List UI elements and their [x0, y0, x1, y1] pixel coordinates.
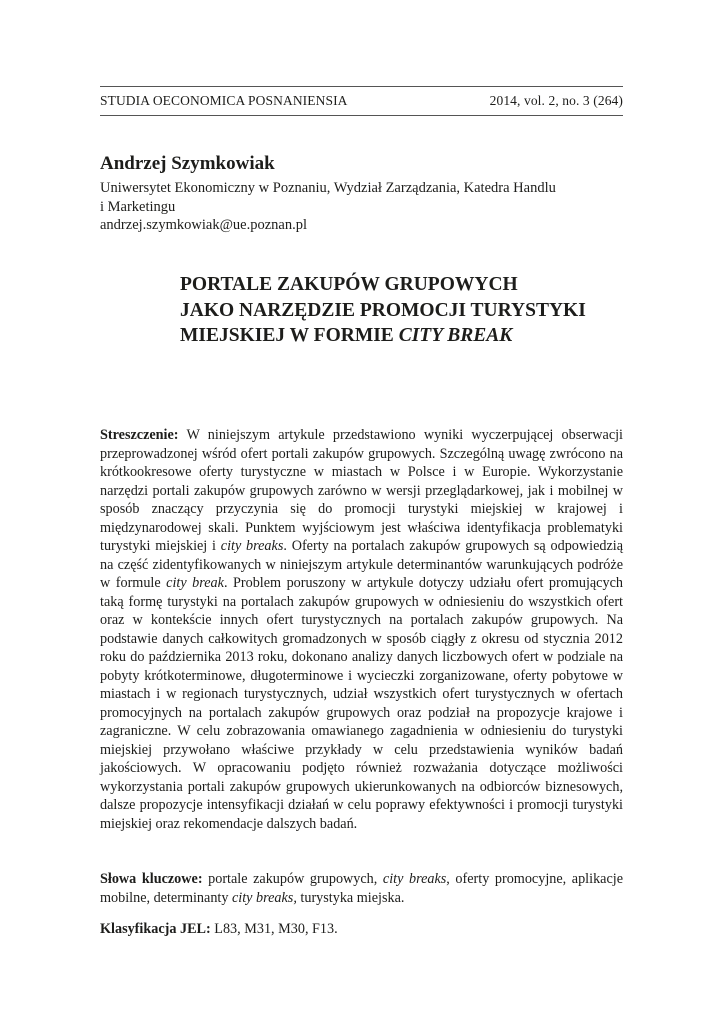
abstract-text-2: . Oferty na portalach zakupów grupowych są odpowiedzią na część zidentyfikowanych w niniejszym artykule determinantów warunkujących podróże w formule — [100, 538, 623, 591]
title-line-3-italic: CITY BREAK — [398, 325, 513, 346]
jel-codes: L83, M31, M30, F13. — [210, 921, 338, 937]
article-title — [180, 272, 620, 349]
keywords-text-1: portale zakupów grupowych, — [202, 871, 383, 887]
author-name: Andrzej Szymkowiak — [100, 153, 275, 174]
running-header — [100, 86, 623, 116]
keywords-label: Słowa kluczowe: — [100, 871, 203, 887]
title-line-3 — [180, 323, 620, 349]
abstract-text-3: . Problem poruszony w artykule dotyczy udziału ofert promujących taką formę turystyki na portalach zakupów grupowych w odniesieniu do wszystkich ofert oraz w kontekście innych ofert turystycznych na portalach zakupów grupowych. Na podstawie danych całkowitych gromadzonych w sposób ciągły z okresu od stycznia 2012 roku do października 2013 roku, dokonano analizy danych liczbowych ofert w podziale na pobyty krótkoterminowe, długoterminowe i wycieczki zorganizowane, oferty pobytowe w miastach i w regionach turystycznych, udział wszystkich ofert turystycznych w ofertach promocyjnych na portalach zakupów grupowych oraz podział na propozycje krajowe i zagraniczne. W celu zobrazowania omawianego zagadnienia w odniesieniu do turystyki miejskiej przywołano właściwe przykłady w celu przedstawienia wyników badań jakościowych. W opracowaniu podjęto również rozważania dotyczące możliwości wykorzystania portali zakupów grupowych ukierunkowanych na odbiorców biznesowych, dalsze propozycje intensyfikacji działań w celu poprawy efektywności i promocji turystyki miejskiej oraz rekomendacje dalszych badań. — [100, 575, 623, 832]
keywords-italic-1: city breaks — [382, 871, 447, 887]
abstract-italic-2: city break — [166, 575, 224, 591]
jel-label: Klasyfikacja JEL: — [100, 921, 211, 937]
author-email: andrzej.szymkowiak@ue.poznan.pl — [100, 217, 308, 233]
title-line-1: PORTALE ZAKUPÓW GRUPOWYCH — [180, 274, 518, 295]
abstract — [100, 426, 623, 833]
keywords — [100, 870, 623, 907]
author-block — [100, 153, 640, 235]
title-line-3-prefix: MIEJSKIEJ W FORMIE — [180, 325, 399, 346]
journal-name: STUDIA OECONOMICA POSNANIENSIA — [100, 93, 348, 108]
keywords-italic-2: city breaks, — [232, 889, 297, 906]
title-line-2: JAKO NARZĘDZIE PROMOCJI TURYSTYKI — [180, 299, 586, 321]
affiliation-line-2: i Marketingu — [100, 198, 176, 215]
issue-info: 2014, vol. 2, no. 3 (264) — [489, 93, 623, 108]
abstract-text-1: W niniejszym artykule przedstawiono wyniki wyczerpującej obserwacji przeprowadzonej wśród ofert portali zakupów grupowych. Szczególną uwagę zwrócono na krótkookresowe oferty turystyczne w miastach w Polsce i w Europie. Wykorzystanie narzędzi portali zakupów grupowych zarówno w wersji przeglądarkowej, jak i mobilnej w sposób znaczący przyczynia się do promocji turystyki miejskiej w krajowej i międzynarodowej skali. Punktem wyjściowym jest właściwa identyfikacja problematyki turystyki miejskiej i — [100, 427, 623, 554]
abstract-label: Streszczenie: — [100, 427, 179, 443]
keywords-text-2: , oferty promocyjne, aplikacje mobilne, determinanty — [100, 871, 623, 906]
keywords-text-3: turystyka miejska. — [296, 889, 405, 906]
affiliation-line-1: Uniwersytet Ekonomiczny w Poznaniu, Wydział Zarządzania, Katedra Handlu — [100, 180, 556, 196]
jel-classification — [100, 920, 623, 939]
abstract-italic-1: city breaks — [220, 538, 284, 554]
